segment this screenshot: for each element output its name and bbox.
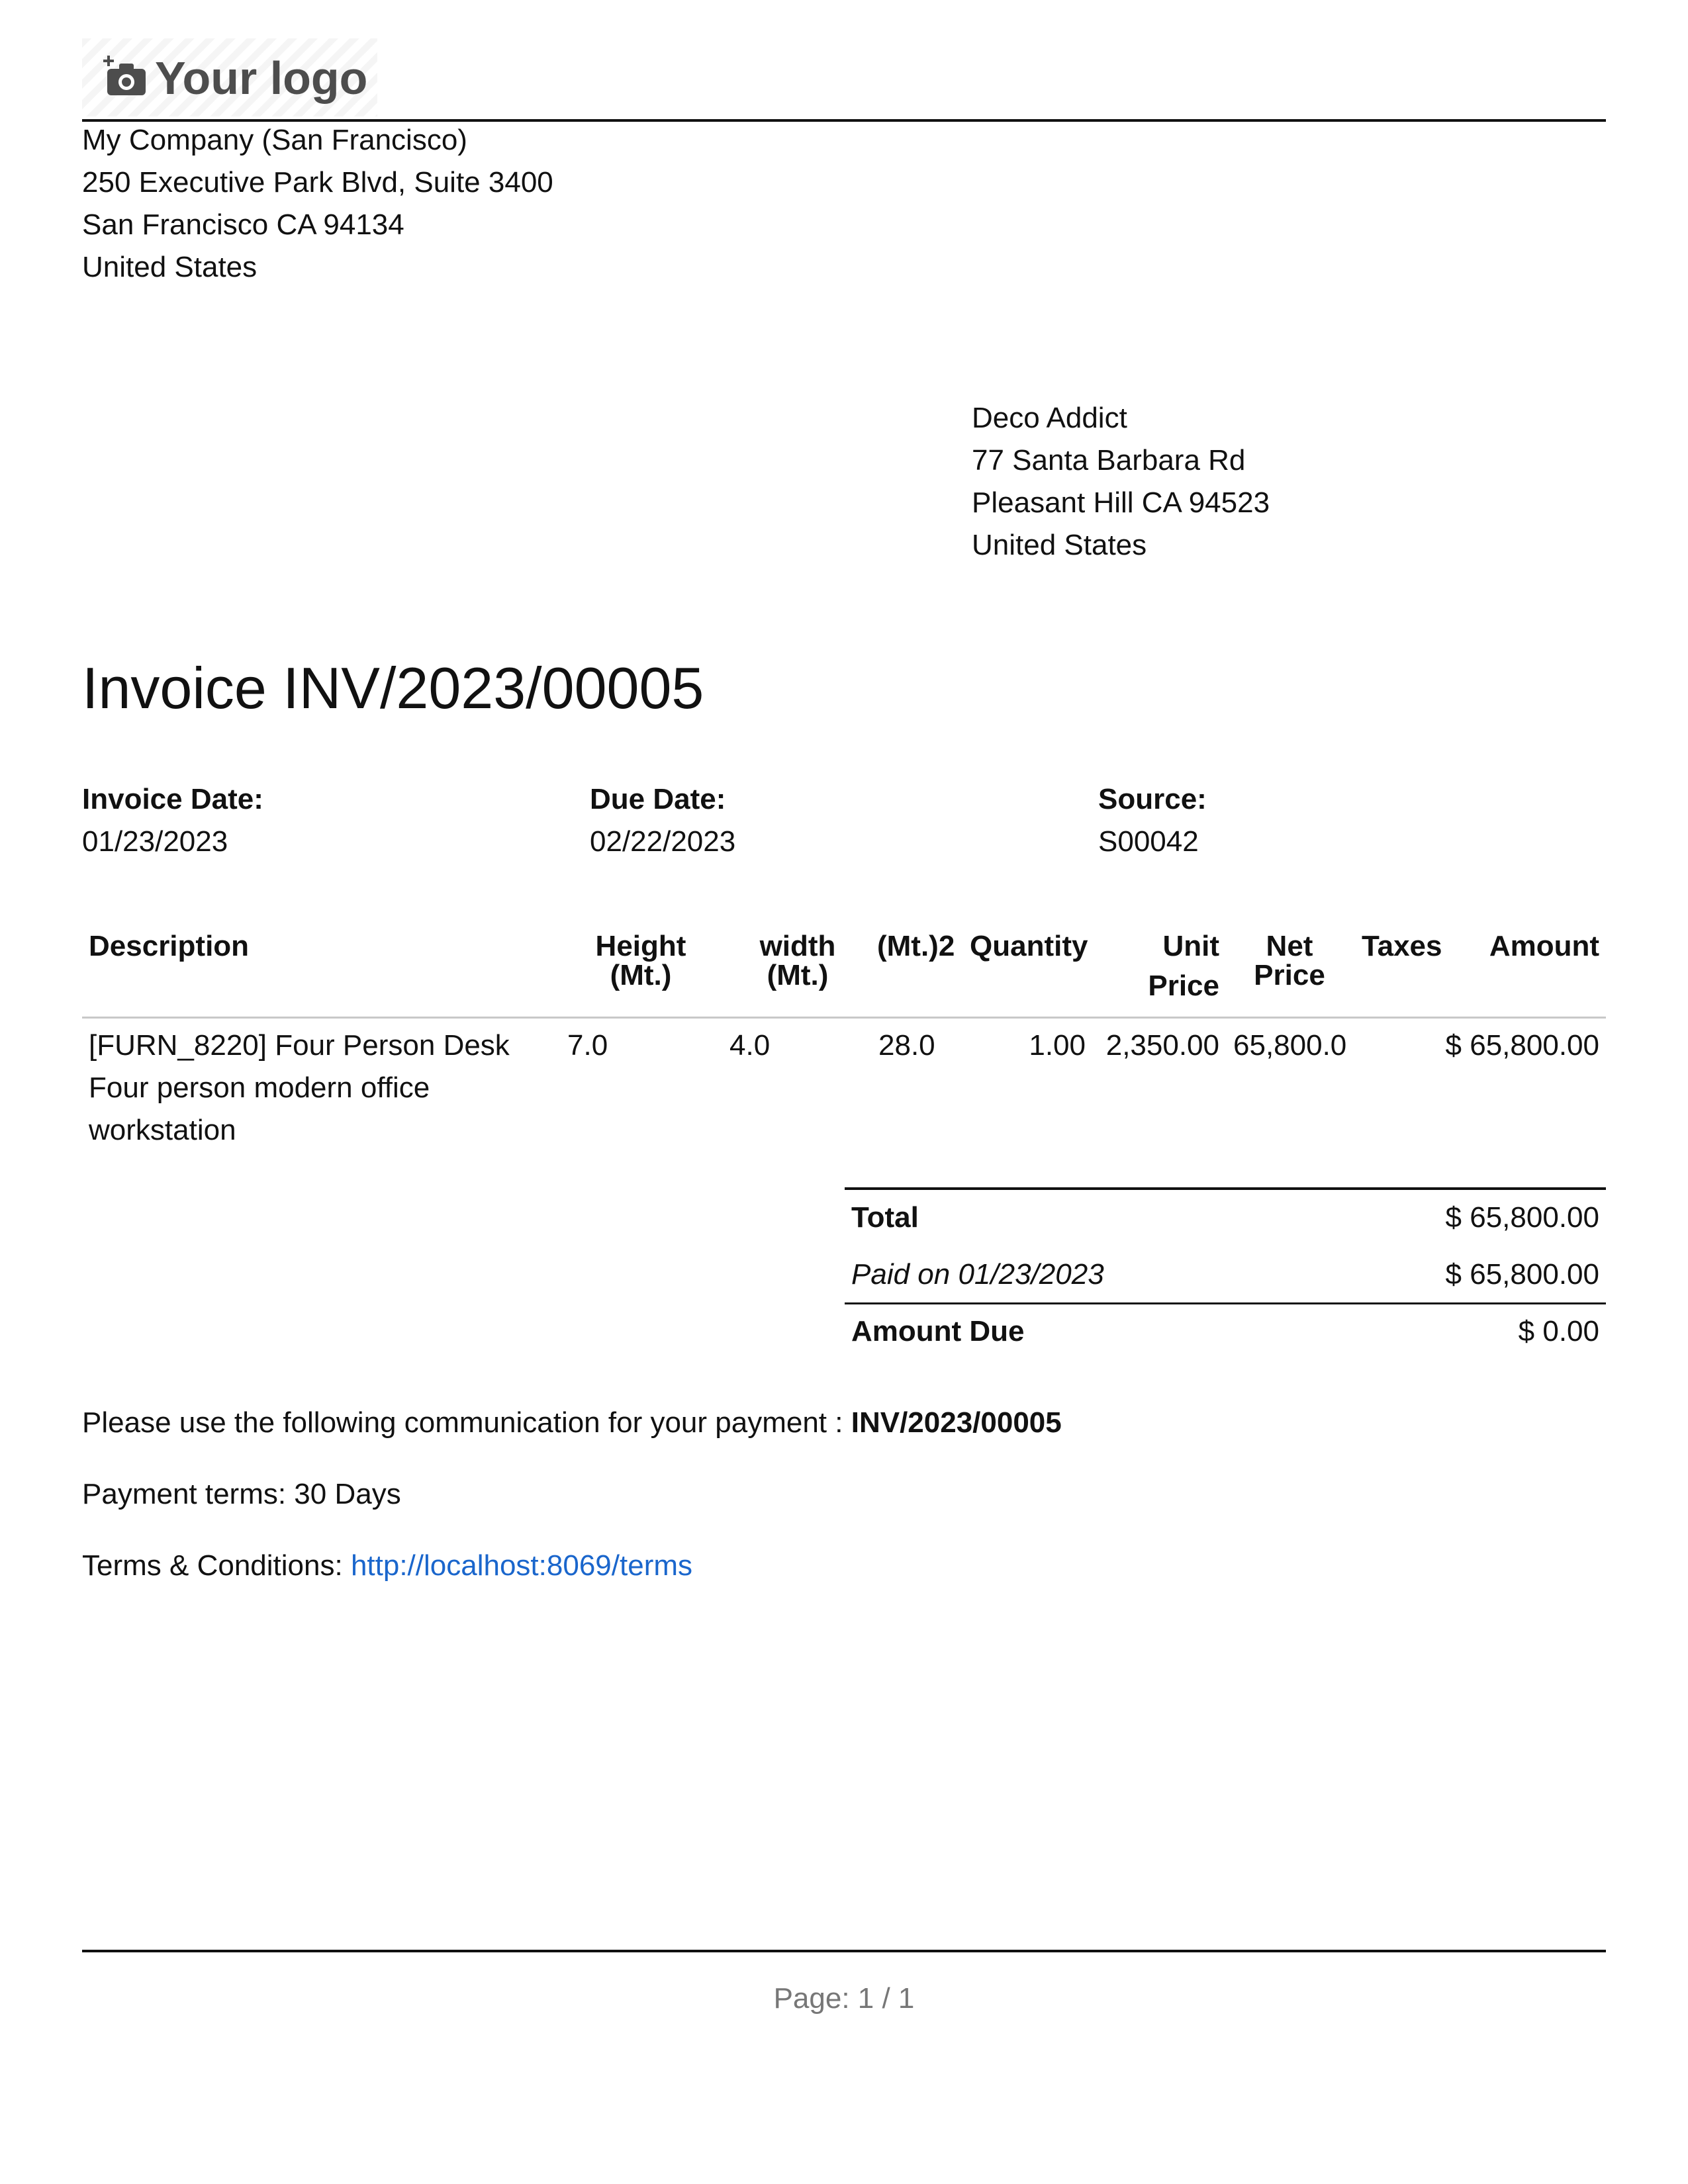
table-header-rule [82, 1017, 1606, 1019]
footer-rule [82, 1950, 1606, 1952]
company-country: United States [82, 251, 258, 283]
amount-due-value: $ 0.00 [1518, 1315, 1599, 1347]
customer-city: Pleasant Hill CA 94523 [972, 486, 1270, 519]
amount-due-label: Amount Due [851, 1315, 1025, 1347]
terms-link[interactable]: http://localhost:8069/terms [350, 1549, 692, 1582]
invoice-title: Invoice INV/2023/00005 [82, 655, 704, 721]
source-label: Source: [1098, 783, 1207, 815]
customer-country: United States [972, 529, 1147, 561]
company-street: 250 Executive Park Blvd, Suite 3400 [82, 166, 553, 199]
header-amount: Amount [1489, 930, 1599, 962]
header-description: Description [89, 930, 250, 962]
due-date-value: 02/22/2023 [590, 825, 736, 858]
total-value: $ 65,800.00 [1445, 1201, 1599, 1234]
totals-top-rule [845, 1187, 1606, 1190]
row-description-line1: [FURN_8220] Four Person Desk [89, 1029, 510, 1062]
row-area: 28.0 [878, 1029, 935, 1062]
row-description-line3: workstation [89, 1114, 236, 1146]
totals-box [845, 1187, 1606, 1359]
payment-terms: Payment terms: 30 Days [82, 1478, 401, 1510]
customer-street: 77 Santa Barbara Rd [972, 444, 1246, 477]
row-net-price: 65,800.0 [1233, 1029, 1347, 1062]
header-width-line2: (Mt.) [767, 959, 829, 991]
terms-and-conditions [82, 1545, 692, 1587]
header-height [583, 932, 699, 990]
company-name: My Company (San Francisco) [82, 124, 467, 156]
header-taxes: Taxes [1362, 930, 1442, 962]
row-description-line2: Four person modern office [89, 1071, 430, 1104]
payment-communication [82, 1402, 1062, 1444]
row-width: 4.0 [729, 1029, 771, 1062]
header-area: (Mt.)2 [877, 930, 955, 962]
header-net-price-line2: Price [1254, 959, 1325, 991]
terms-prefix: Terms & Conditions: [82, 1549, 343, 1582]
customer-name: Deco Addict [972, 402, 1127, 434]
paid-value: $ 65,800.00 [1445, 1258, 1599, 1291]
row-height: 7.0 [567, 1029, 608, 1062]
logo-text: Your logo [155, 52, 368, 104]
header-net-price-line1: Net [1266, 930, 1313, 962]
header-width-line1: width [759, 930, 836, 962]
header-net-price [1241, 932, 1338, 990]
invoice-date-value: 01/23/2023 [82, 825, 228, 858]
due-date-label: Due Date: [590, 783, 726, 815]
communication-prefix: Please use the following communication for your payment : [82, 1406, 843, 1439]
communication-reference: INV/2023/00005 [851, 1406, 1062, 1439]
header-height-line1: Height [595, 930, 686, 962]
header-quantity: Quantity [970, 930, 1088, 962]
header-height-line2: (Mt.) [610, 959, 672, 991]
total-label: Total [851, 1201, 919, 1234]
header-unit-price-line2: Price [1148, 970, 1219, 1002]
row-quantity: 1.00 [1029, 1029, 1086, 1062]
paid-label: Paid on 01/23/2023 [851, 1258, 1104, 1291]
company-city: San Francisco CA 94134 [82, 208, 404, 241]
source-value: S00042 [1098, 825, 1199, 858]
totals-mid-rule [845, 1302, 1606, 1304]
header-unit-price [1112, 932, 1219, 1011]
row-unit-price: 2,350.00 [1105, 1029, 1219, 1062]
row-amount: $ 65,800.00 [1445, 1029, 1599, 1062]
header-width [741, 932, 854, 990]
header-unit-price-line1: Unit [1162, 930, 1219, 962]
invoice-date-label: Invoice Date: [82, 783, 263, 815]
page-number: Page: 1 / 1 [773, 1982, 915, 2015]
